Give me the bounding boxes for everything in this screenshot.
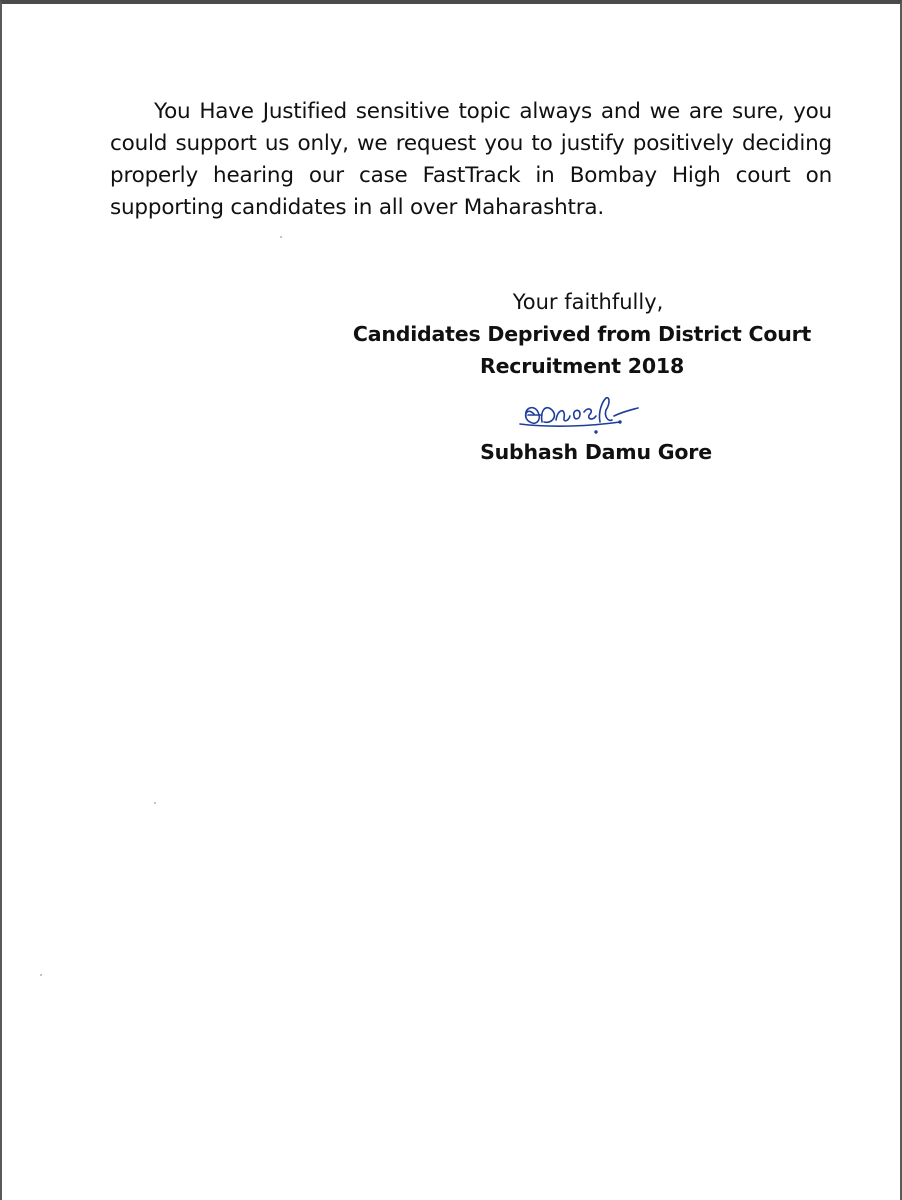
signer-name: Subhash Damu Gore (480, 440, 712, 464)
letter-body-paragraph: You Have Justified sensitive topic always and we are sure, you could support us only, we request you to justify positively deciding properly hearing our case FastTrack in Bombay High court on supporting candidates in all over Maharashtra. (110, 99, 832, 220)
closing-salutation: Your faithfully, (512, 290, 664, 314)
paper-speck (280, 236, 282, 238)
organization-name: Candidates Deprived from District Court (352, 322, 812, 346)
organization-subtitle: Recruitment 2018 (479, 354, 685, 378)
handwritten-signature (512, 382, 672, 442)
paper-speck (40, 974, 42, 976)
paper-speck (154, 802, 156, 804)
closing-block (332, 286, 832, 382)
